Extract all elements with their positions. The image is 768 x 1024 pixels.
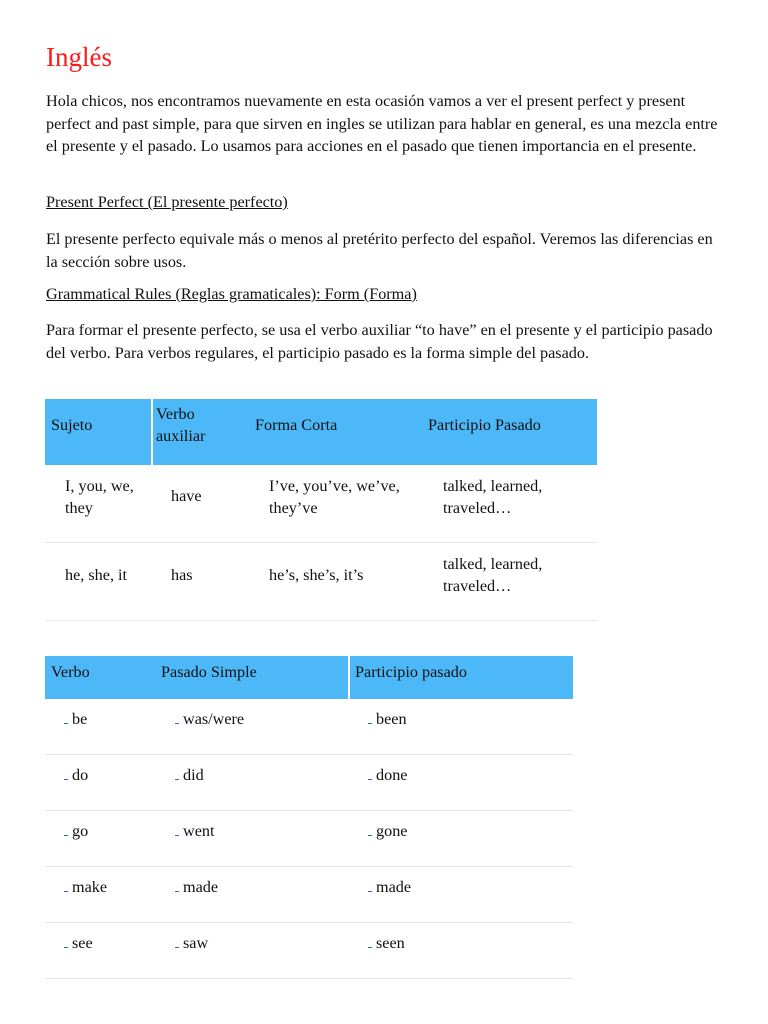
cell-subject: he, she, it [65,566,128,584]
table-header [45,656,573,699]
verb-text: be [72,710,88,728]
cell-past-participle [368,764,407,786]
header-participio-pasado: Participio pasado [355,663,467,681]
column-divider [151,399,153,465]
header-pasado-simple: Pasado Simple [161,663,257,681]
verb-text: go [72,822,89,840]
past-simple-text: saw [183,934,209,952]
past-participle-text: done [376,766,408,784]
cell-short-form: I’ve, you’ve, we’ve, they’ve [269,477,400,517]
cell-past-participle: talked, learned, traveled… [443,477,543,517]
cell-verb [64,708,87,730]
header-forma-corta: Forma Corta [255,416,338,434]
past-participle-text: been [376,710,407,728]
cell-past-participle [368,876,411,898]
table-row [45,923,573,979]
link-marker [175,877,179,892]
header-sujeto: Sujeto [51,416,93,434]
past-simple-text: did [183,766,204,784]
link-marker [368,933,372,948]
cell-past-participle [368,708,407,730]
table-row [45,543,597,621]
cell-auxiliary: has [171,566,193,584]
section-heading-present-perfect: Present Perfect (El presente perfecto) [46,193,288,211]
table-row [45,867,573,923]
link-marker [175,933,179,948]
document-title: Inglés [46,42,112,72]
link-marker [64,877,68,892]
column-divider [348,656,350,699]
header-participio-pasado: Participio Pasado [428,416,541,434]
section-heading-grammatical-rules: Grammatical Rules (Reglas gramaticales): Form (Forma) [46,285,417,303]
cell-past-simple [175,820,214,842]
link-marker [368,709,372,724]
verb-text: do [72,766,89,784]
header-verbo: Verbo [51,663,90,681]
past-participle-text: seen [376,934,405,952]
cell-subject: I, you, we, they [65,477,134,517]
auxiliary-verb-table [45,399,597,621]
table-row [45,465,597,543]
verb-text: make [72,878,108,896]
cell-verb [64,932,93,954]
cell-past-simple [175,932,208,954]
link-marker [368,877,372,892]
link-marker [64,821,68,836]
past-simple-text: went [183,822,215,840]
table-row [45,811,573,867]
cell-past-simple [175,876,218,898]
present-perfect-paragraph: El presente perfecto equivale más o menos al pretérito perfecto del español. Veremos las diferencias en la sección sobre usos. [46,230,713,271]
link-marker [368,821,372,836]
link-marker [175,821,179,836]
link-marker [64,933,68,948]
form-paragraph: Para formar el presente perfecto, se usa el verbo auxiliar “to have” en el presente y el participio pasado del verbo. Para verbos regulares, el participio pasado es la forma simple del pasado. [46,321,713,362]
table-row [45,699,573,755]
link-marker [64,709,68,724]
table-row [45,755,573,811]
past-simple-text: made [183,878,219,896]
link-marker [175,765,179,780]
link-marker [175,709,179,724]
cell-verb [64,820,88,842]
cell-auxiliary: have [171,487,202,505]
verb-text: see [72,934,93,952]
link-marker [64,765,68,780]
link-marker [368,765,372,780]
past-simple-text: was/were [183,710,245,728]
cell-verb [64,876,107,898]
past-participle-text: gone [376,822,408,840]
cell-past-participle: talked, learned, traveled… [443,555,543,595]
cell-past-simple [175,708,244,730]
cell-verb [64,764,88,786]
past-participle-text: made [376,878,412,896]
irregular-verbs-table [45,656,573,979]
cell-past-simple [175,764,204,786]
cell-past-participle [368,820,407,842]
cell-short-form: he’s, she’s, it’s [269,566,364,584]
header-verbo-auxiliar: Verbo auxiliar [156,405,206,445]
intro-paragraph: Hola chicos, nos encontramos nuevamente en esta ocasión vamos a ver el present perfect y present perfect and past simple, para que sirven en ingles se utilizan para hablar en general, es una mezcla entre el presente y el pasado. Lo usamos para acciones en el pasado que tienen importancia en el presente. [46,92,718,156]
cell-past-participle [368,932,405,954]
table-header [45,399,597,465]
